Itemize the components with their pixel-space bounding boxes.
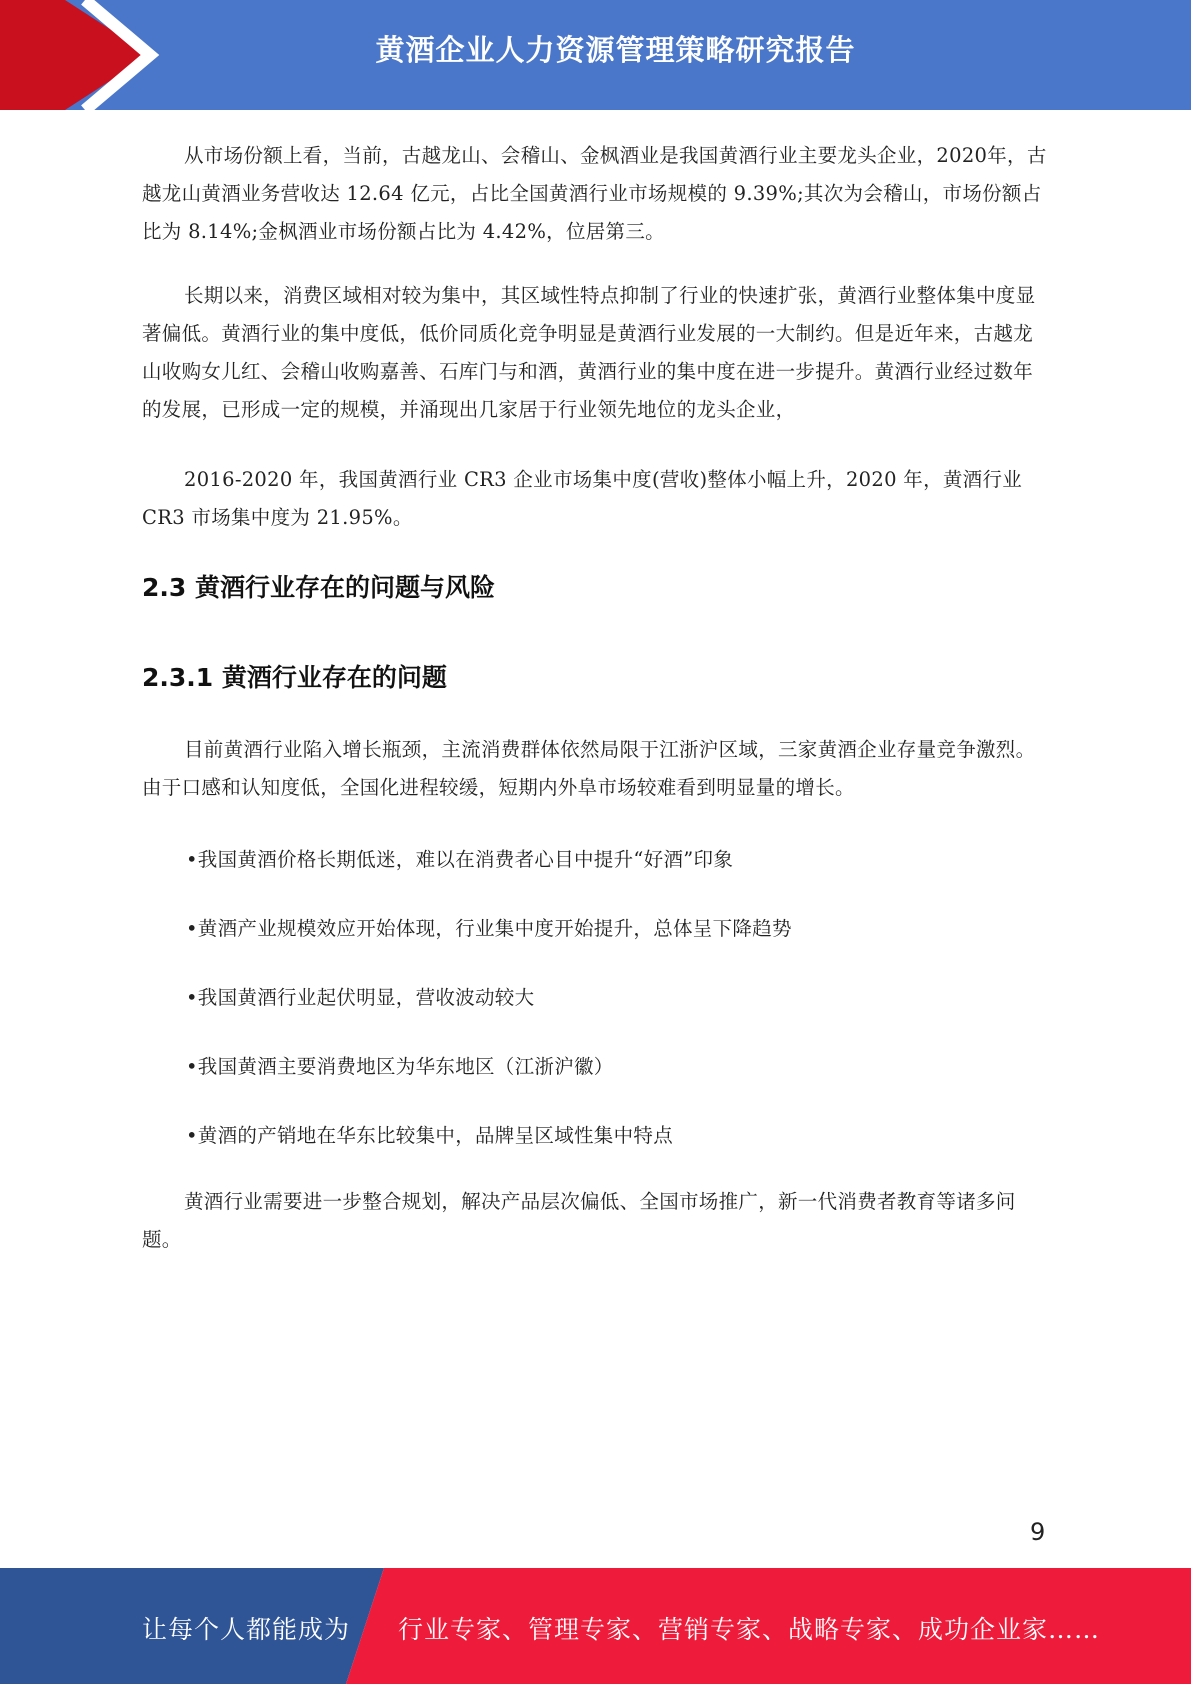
section-heading-2-3-1: 2.3.1 黄酒行业存在的问题 — [142, 663, 447, 692]
bullet-item: •黄酒的产销地在华东比较集中，品牌呈区域性集中特点 — [186, 1124, 674, 1147]
footer-slogan-left: 让每个人都能成为 — [142, 1615, 351, 1644]
bullet-item: •我国黄酒行业起伏明显，营收波动较大 — [186, 986, 535, 1009]
page-number: 9 — [1030, 1518, 1046, 1546]
section-heading-2-3: 2.3 黄酒行业存在的问题与风险 — [142, 573, 495, 602]
paragraph-growth-bottleneck: 目前黄酒行业陷入增长瓶颈，主流消费群体依然局限于江浙沪区域，三家黄酒企业存量竞争激烈。由于口感和认知度低，全国化进程较缓，短期内外阜市场较难看到明显量的增长。 — [142, 738, 1036, 799]
paragraph-market-share: 从市场份额上看，当前，古越龙山、会稽山、金枫酒业是我国黄酒行业主要龙头企业，2020年，古越龙山黄酒业务营收达 12.64 亿元，占比全国黄酒行业市场规模的 9.39%;其次为会稽山，市场份额占比为 8.14%;金枫酒业市场份额占比为 4.42%，位居第三。 — [142, 144, 1047, 243]
bullet-item: •我国黄酒主要消费地区为华东地区（江浙沪徽） — [186, 1055, 614, 1078]
footer-slogan-right: 行业专家、管理专家、营销专家、战略专家、成功企业家…… — [398, 1615, 1101, 1644]
paragraph-concentration: 长期以来，消费区域相对较为集中，其区域性特点抑制了行业的快速扩张，黄酒行业整体集中度显著偏低。黄酒行业的集中度低，低价同质化竞争明显是黄酒行业发展的一大制约。但是近年来，古越龙山收购女儿红、会稽山收购嘉善、石库门与和酒，黄酒行业的集中度在进一步提升。黄酒行业经过数年的发展，已形成一定的规模，并涌现出几家居于行业领先地位的龙头企业， — [142, 284, 1036, 421]
page-header — [0, 0, 1191, 110]
bullet-item: •我国黄酒价格长期低迷，难以在消费者心目中提升“好酒”印象 — [186, 848, 734, 871]
bullet-item: •黄酒产业规模效应开始体现，行业集中度开始提升，总体呈下降趋势 — [186, 917, 792, 940]
page-footer — [0, 1568, 1191, 1684]
paragraph-cr3: 2016-2020 年，我国黄酒行业 CR3 企业市场集中度(营收)整体小幅上升，2020 年，黄酒行业 CR3 市场集中度为 21.95%。 — [142, 468, 1023, 529]
document-title: 黄酒企业人力资源管理策略研究报告 — [375, 33, 856, 67]
paragraph-conclusion: 黄酒行业需要进一步整合规划，解决产品层次偏低、全国市场推广，新一代消费者教育等诸多问题。 — [142, 1190, 1016, 1251]
